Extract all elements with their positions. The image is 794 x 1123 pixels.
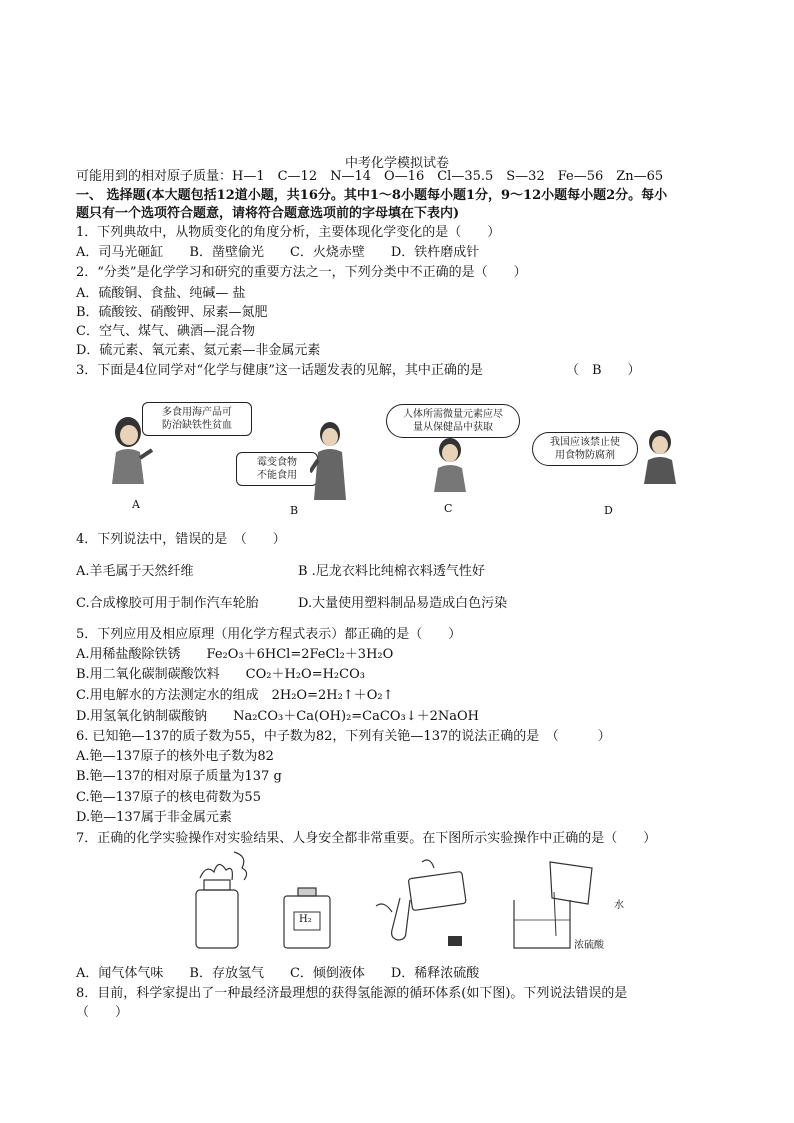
q5-stem: 5．下列应用及相应原理（用化学方程式表示）都正确的是（ ） [76, 627, 462, 642]
q8-stem-blank: （ ） [76, 1005, 129, 1020]
q6-stem: 6. 已知铯—137的质子数为55，中子数为82，下列有关铯—137的说法正确的是 （ ） [76, 729, 611, 744]
q1-options: A．司马光砸缸 B．凿壁偷光 C．火烧赤壁 D．铁杵磨成针 [76, 245, 480, 260]
q4-stem: 4．下列说法中，错误的是 （ ） [76, 532, 286, 547]
q2-option-b: B．硫酸铵、硝酸钾、尿素—氮肥 [76, 305, 268, 320]
section-header-line1: 一、 选择题(本大题包括12道小题，共16分。其中1～8小题每小题1分，9～12小题每小题2分。每小 [76, 188, 668, 203]
man-figure-icon [638, 428, 682, 484]
q6-option-d: D.铯—137属于非金属元素 [76, 810, 232, 825]
q7-stem: 7．正确的化学实验操作对实验结果、人身安全都非常重要。在下图所示实验操作中正确的是（ ） [76, 831, 657, 846]
q2-option-c: C．空气、煤气、碘酒—混合物 [76, 324, 255, 339]
pouring-liquid-icon [370, 854, 470, 952]
q4-option-a: A.羊毛属于天然纤维 [76, 564, 194, 579]
q7-lab-figure [190, 850, 640, 954]
water-label: 水 [614, 900, 624, 911]
q3-bubble-b: 霉变食物 不能食用 [236, 452, 318, 486]
q4-option-d: D.大量使用塑料制品易造成白色污染 [298, 596, 508, 611]
q6-option-b: B.铯—137的相对原子质量为137 g [76, 769, 282, 784]
q2-stem: 2．“分类”是化学学习和研究的重要方法之一，下列分类中不正确的是（ ） [76, 265, 527, 280]
page-title: 中考化学模拟试卷 [344, 156, 449, 171]
q3-stem: 3．下面是4位同学对“化学与健康”这一话题发表的见解，其中正确的是 [76, 363, 483, 378]
q5-option-c: C.用电解水的方法测定水的组成 2H₂O=2H₂↑＋O₂↑ [76, 688, 394, 703]
q5-option-b: B.用二氧化碳制碳酸饮料 CO₂＋H₂O=H₂CO₃ [76, 667, 365, 682]
q4-option-c: C.合成橡胶可用于制作汽车轮胎 [76, 596, 259, 611]
q3-label-c: C [444, 502, 453, 515]
q3-bubble-d: 我国应该禁止使 用食物防腐剂 [532, 432, 638, 466]
q3-label-b: B [290, 504, 299, 517]
q4-option-b: B .尼龙衣料比纯棉衣料透气性好 [298, 564, 485, 579]
q5-option-a: A.用稀盐酸除铁锈 Fe₂O₃＋6HCl=2FeCl₂＋3H₂O [76, 647, 394, 662]
q3-health-figure [104, 380, 692, 516]
student-figure-icon [428, 436, 472, 492]
section-header-line2: 题只有一个选项符合题意，请将符合题意选项前的字母填在下表内) [76, 206, 460, 221]
q7-options: A．闻气体气味 B．存放氢气 C．倾倒液体 D．稀释浓硫酸 [76, 966, 480, 981]
q3-bubble-a: 多食用海产品可 防治缺铁性贫血 [142, 402, 252, 436]
q2-option-d: D．硫元素、氧元素、氦元素—非金属元素 [76, 343, 321, 358]
q5-option-d: D.用氢氧化钠制碳酸钠 Na₂CO₃＋Ca(OH)₂=CaCO₃↓＋2NaOH [76, 709, 479, 724]
q3-answer: （ B ） [566, 363, 641, 378]
atomic-masses: 可能用到的相对原子质量：H—1 C—12 N—14 O—16 Cl—35.5 S—32 Fe—56 Zn—65 [76, 169, 664, 184]
q2-option-a: A．硫酸铜、食盐、纯碱— 盐 [76, 286, 246, 301]
q6-option-c: C.铯—137原子的核电荷数为55 [76, 790, 261, 805]
q3-label-a: A [132, 498, 140, 511]
q3-bubble-c: 人体所需微量元素应尽 量从保健品中获取 [386, 404, 520, 438]
boy-figure-icon [310, 420, 352, 500]
acid-label: 浓硫酸 [574, 940, 604, 951]
q3-label-d: D [604, 504, 613, 517]
q6-option-a: A.铯—137原子的核外电子数为82 [76, 749, 274, 764]
q1-stem: 1．下列典故中，从物质变化的角度分析，主要体现化学变化的是（ ） [76, 225, 501, 240]
smell-jar-icon [190, 850, 260, 950]
h2-label: H₂ [299, 914, 312, 925]
q8-stem: 8．目前，科学家提出了一种最经济最理想的获得氢能源的循环体系(如下图)。下列说法错误的是 [76, 986, 628, 1001]
